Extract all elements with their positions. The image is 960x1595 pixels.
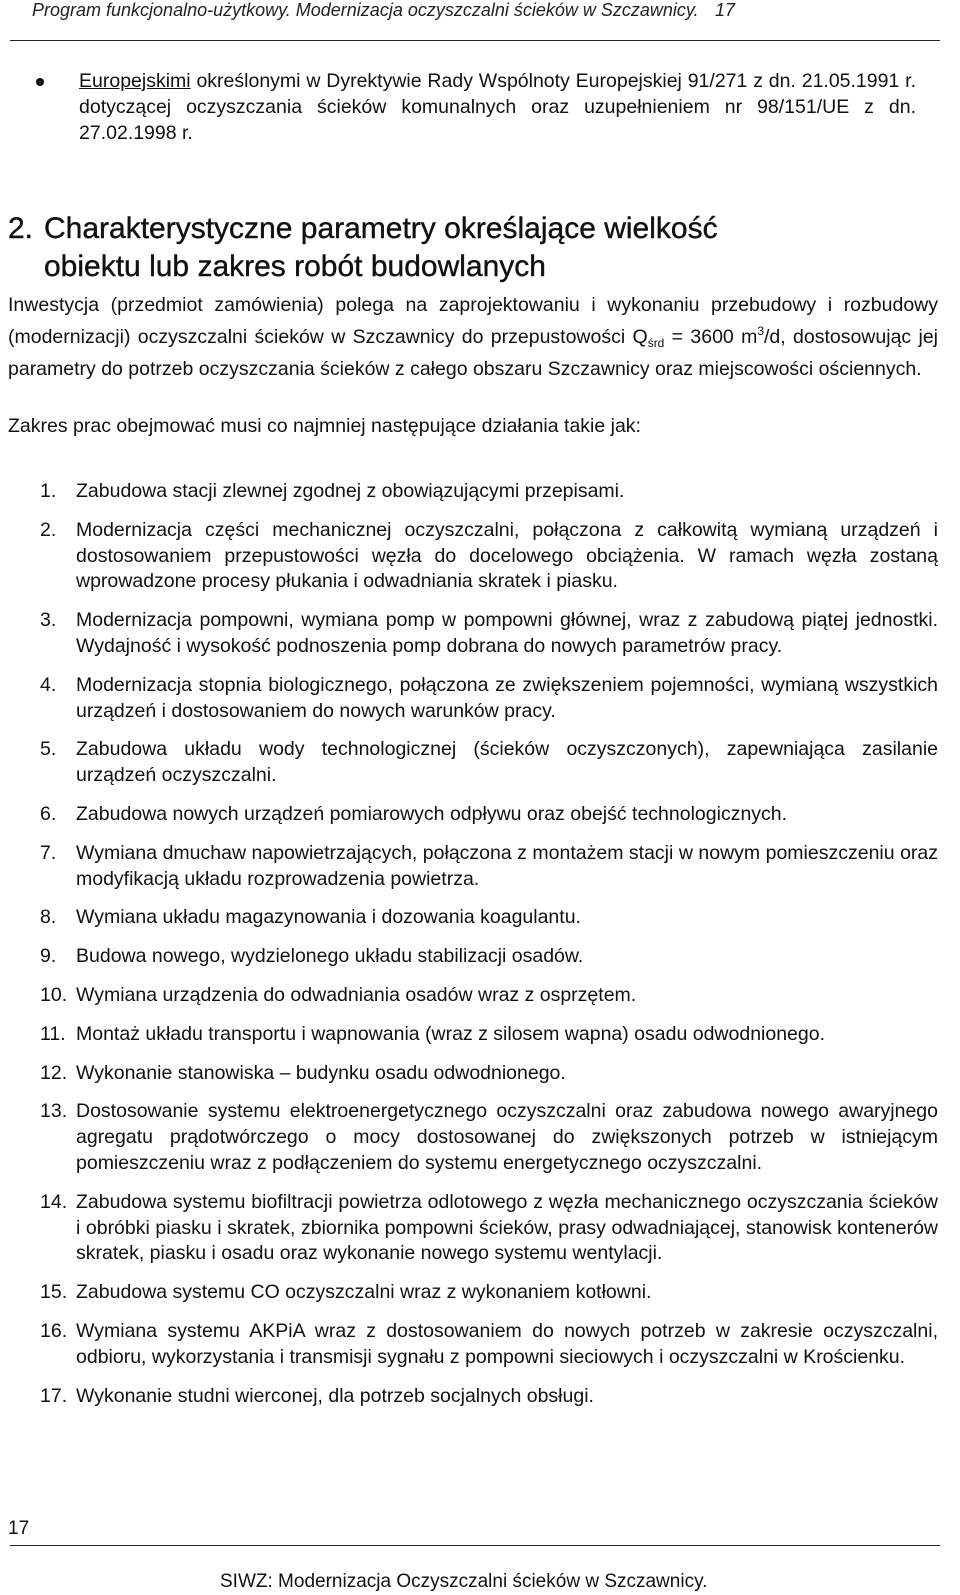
list-item-text: Wymiana systemu AKPiA wraz z dostosowaniem do nowych potrzeb w zakresie oczyszczalni, odbioru, wykorzystania i transmisji sygnału z pompowni sieciowych i oczyszczalni w Krościenku. bbox=[76, 1319, 938, 1368]
list-item-text: Wymiana dmuchaw napowietrzających, połączona z montażem stacji w nowym pomieszczeniu oraz modyfikacją układu rozprowadzenia powietrza. bbox=[76, 841, 938, 890]
list-item-text: Modernizacja części mechanicznej oczyszczalni, połączona z całkowitą wymianą urządzeń i dostosowaniem przepustowości węzła do docelowego obciążenia. W ramach węzła zostaną wprowadzone procesy płukania i odwadniania skratek i piasku. bbox=[76, 518, 938, 593]
list-item-number: 8. bbox=[40, 906, 57, 929]
list-item-text: Modernizacja stopnia biologicznego, połączona ze zwiększeniem pojemności, wymianą wszystkich urządzeń i dostosowaniem do nowych warunków pracy. bbox=[76, 673, 938, 722]
list-item bbox=[8, 737, 938, 789]
list-item-text: Wymiana układu magazynowania i dozowania koagulantu. bbox=[76, 906, 581, 929]
list-item-text: Zabudowa stacji zlewnej zgodnej z obowiązującymi przepisami. bbox=[76, 480, 625, 502]
list-item-number: 3. bbox=[40, 609, 57, 632]
list-item-number: 14. bbox=[40, 1190, 68, 1213]
list-item-number: 4. bbox=[40, 673, 57, 696]
list-item bbox=[8, 1190, 938, 1267]
list-item-text: Zabudowa systemu CO oczyszczalni wraz z wykonaniem kotłowni. bbox=[76, 1281, 652, 1304]
m-superscript: 3 bbox=[757, 323, 765, 338]
header-page-number: 17 bbox=[715, 0, 736, 20]
list-item bbox=[8, 608, 938, 660]
intro-paragraph bbox=[8, 293, 938, 382]
list-item-text: Budowa nowego, wydzielonego układu stabilizacji osadów. bbox=[76, 945, 584, 968]
list-item-text: Wymiana urządzenia do odwadniania osadów wraz z osprzętem. bbox=[76, 983, 637, 1006]
footer-divider bbox=[10, 1545, 940, 1546]
list-item-number: 12. bbox=[40, 1061, 68, 1084]
list-item bbox=[8, 802, 938, 828]
list-item bbox=[8, 1319, 938, 1371]
q-subscript: śrd bbox=[647, 335, 665, 350]
scope-list bbox=[8, 479, 938, 1422]
list-item-number: 6. bbox=[40, 802, 57, 825]
list-item-number: 13. bbox=[40, 1100, 68, 1123]
footer-text: SIWZ: Modernizacja Oczyszczalni ścieków w Szczawnicy. bbox=[220, 1571, 708, 1592]
section-title-line2: obiektu lub zakres robót budowlanych bbox=[44, 250, 546, 283]
list-item-number: 10. bbox=[40, 983, 68, 1006]
page-header bbox=[10, 0, 940, 41]
section-title-line1: Charakterystyczne parametry określające wielkość bbox=[44, 212, 718, 245]
list-item-number: 1. bbox=[40, 480, 57, 502]
list-item bbox=[8, 1384, 938, 1410]
bullet-text bbox=[79, 68, 916, 146]
list-item-number: 9. bbox=[40, 945, 57, 968]
list-item bbox=[8, 1280, 938, 1306]
list-item bbox=[8, 1099, 938, 1176]
list-item-text: Wykonanie studni wierconej, dla potrzeb socjalnych obsługi. bbox=[76, 1384, 594, 1407]
list-item bbox=[8, 673, 938, 725]
list-item bbox=[8, 905, 938, 931]
list-item-number: 17. bbox=[40, 1384, 68, 1407]
intro-text-3: /d, dostosowując jej parametry do potrzeb oczyszczania ścieków z całego obszaru Szczawnicy oraz miejscowości ościennych. bbox=[8, 325, 938, 380]
list-item bbox=[8, 1061, 938, 1087]
list-item-number: 15. bbox=[40, 1281, 68, 1304]
list-item-text: Zabudowa układu wody technologicznej (ścieków oczyszczonych), zapewniająca zasilanie urządzeń oczyszczalni. bbox=[76, 738, 938, 787]
list-item-number: 5. bbox=[40, 738, 57, 761]
intro-text-1: Inwestycja (przedmiot zamówienia) polega na zaprojektowaniu i wykonaniu przebudowy i rozbudowy (modernizacji) oczyszczalni ścieków w Szczawnicy do przepustowości Q bbox=[8, 294, 938, 348]
bullet-underlined-word: Europejskimi bbox=[79, 70, 191, 92]
list-item bbox=[8, 944, 938, 970]
list-item-text: Zabudowa nowych urządzeń pomiarowych odpływu oraz obejść technologicznych. bbox=[76, 802, 788, 825]
list-item bbox=[8, 479, 938, 505]
list-item-text: Zabudowa systemu biofiltracji powietrza odlotowego z węzła mechanicznego oczyszczania ścieków i obróbki piasku i skratek, zbiornika pompowni ścieków, prasy odwadniającej, stanowisk kontenerów skratek, piasku i osadu oraz wykonanie nowego systemu wentylacji. bbox=[76, 1190, 938, 1265]
bullet-rest: określonymi w Dyrektywie Rady Wspólnoty Europejskiej 91/271 z dn. 21.05.1991 r. dotyczącej oczyszczania ścieków komunalnych oraz uzupełnieniem nr 98/151/UE z dn. 27.02.1998 r. bbox=[79, 70, 916, 144]
intro-text-2: = 3600 m bbox=[664, 325, 758, 348]
list-item-number: 2. bbox=[40, 518, 57, 541]
list-item bbox=[8, 983, 938, 1009]
header-title: Program funkcjonalno-użytkowy. Modernizacja oczyszczalni ścieków w Szczawnicy. bbox=[32, 0, 699, 20]
section-number: 2. bbox=[8, 212, 34, 245]
list-item bbox=[8, 1022, 938, 1048]
list-item-number: 7. bbox=[40, 841, 57, 864]
scope-intro: Zakres prac obejmować musi co najmniej następujące działania takie jak: bbox=[8, 415, 641, 437]
bullet-icon bbox=[36, 78, 44, 86]
section-heading bbox=[8, 210, 908, 286]
list-item-number: 16. bbox=[40, 1319, 68, 1342]
list-item bbox=[8, 518, 938, 595]
directive-bullet bbox=[36, 68, 916, 146]
list-item-text: Modernizacja pompowni, wymiana pomp w pompowni głównej, wraz z zabudową piątej jednostki. Wydajność i wysokość podnoszenia pomp dobrana do nowych parametrów pracy. bbox=[76, 609, 938, 657]
list-item-text: Montaż układu transportu i wapnowania (wraz z silosem wapna) osadu odwodnionego. bbox=[76, 1022, 826, 1045]
footer-page-number: 17 bbox=[8, 1518, 30, 1539]
list-item-number: 11. bbox=[40, 1022, 66, 1045]
list-item bbox=[8, 841, 938, 893]
list-item-text: Wykonanie stanowiska – budynku osadu odwodnionego. bbox=[76, 1061, 566, 1084]
list-item-text: Dostosowanie systemu elektroenergetycznego oczyszczalni oraz zabudowa nowego awaryjnego agregatu prądotwórczego o mocy dostosowanej do zwiększonych potrzeb w istniejącym pomieszczeniu wraz z podłączeniem do systemu energetycznego oczyszczalni. bbox=[76, 1100, 938, 1174]
